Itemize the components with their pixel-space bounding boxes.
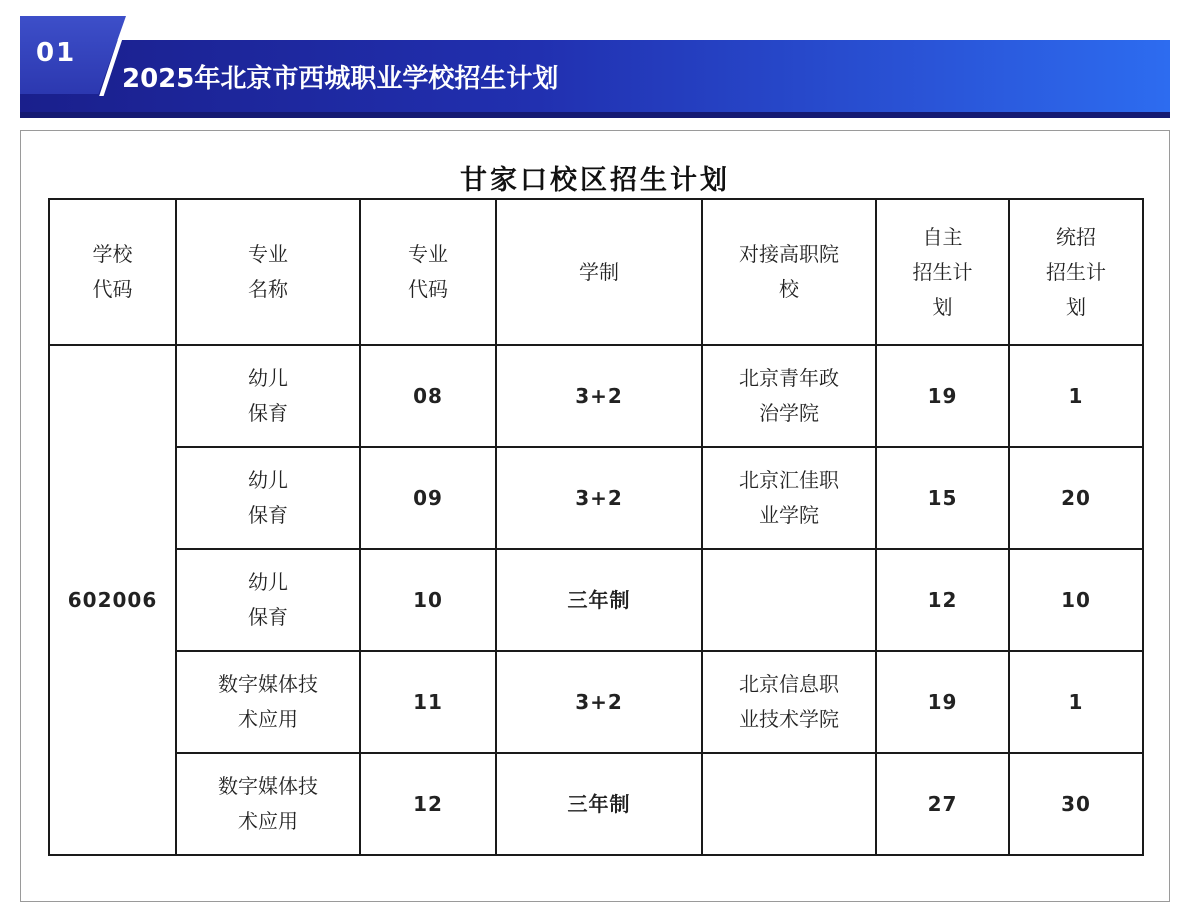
major-name-cell — [176, 447, 360, 549]
major-name-cell — [176, 549, 360, 651]
partner-college: 北京青年政 治学院 — [739, 366, 839, 425]
partner-college-cell — [702, 549, 876, 651]
table-title: 甘家口校区招生计划 — [460, 165, 730, 196]
table-row — [49, 447, 1143, 549]
school-system-cell: 三年制 — [496, 753, 702, 855]
partner-college-cell — [702, 651, 876, 753]
column-header-label: 对接高职院 校 — [739, 242, 839, 301]
partner-college-cell — [702, 753, 876, 855]
major-code-cell: 12 — [360, 753, 496, 855]
column-header-label: 学制 — [579, 259, 619, 284]
column-header-label: 自主 招生计 划 — [912, 224, 973, 319]
school-system-cell: 3+2 — [496, 345, 702, 447]
section-number: 01 — [36, 38, 77, 68]
column-header — [496, 199, 702, 345]
self-plan-cell: 27 — [876, 753, 1009, 855]
column-header — [876, 199, 1009, 345]
table-header-row — [49, 199, 1143, 345]
unified-plan-cell: 1 — [1009, 651, 1143, 753]
column-header — [1009, 199, 1143, 345]
self-plan-cell: 19 — [876, 651, 1009, 753]
major-name: 数字媒体技 术应用 — [218, 672, 318, 731]
column-header — [702, 199, 876, 345]
self-plan-cell: 19 — [876, 345, 1009, 447]
major-name: 幼儿 保育 — [248, 366, 288, 425]
column-header — [360, 199, 496, 345]
table-row — [49, 651, 1143, 753]
major-name-cell — [176, 345, 360, 447]
school-code-cell: 602006 — [49, 345, 176, 855]
major-name: 数字媒体技 术应用 — [218, 774, 318, 833]
major-name-cell — [176, 753, 360, 855]
unified-plan-cell: 1 — [1009, 345, 1143, 447]
table-row — [49, 345, 1143, 447]
major-name: 幼儿 保育 — [248, 468, 288, 527]
column-header-label: 专业 名称 — [248, 242, 288, 301]
unified-plan-cell: 20 — [1009, 447, 1143, 549]
self-plan-cell: 12 — [876, 549, 1009, 651]
partner-college: 北京汇佳职 业学院 — [739, 468, 839, 527]
column-header — [49, 199, 176, 345]
partner-college-cell — [702, 345, 876, 447]
column-header-label: 统招 招生计 划 — [1046, 224, 1106, 319]
unified-plan-cell: 30 — [1009, 753, 1143, 855]
enrollment-plan-table — [48, 198, 1144, 856]
school-system-cell: 3+2 — [496, 651, 702, 753]
column-header-label: 学校 代码 — [92, 242, 133, 301]
school-system-cell: 3+2 — [496, 447, 702, 549]
major-name: 幼儿 保育 — [248, 570, 288, 629]
major-name-cell — [176, 651, 360, 753]
header-banner-shadow — [20, 112, 1170, 118]
major-code-cell: 09 — [360, 447, 496, 549]
page-title: 2025年北京市西城职业学校招生计划 — [122, 64, 559, 94]
partner-college-cell — [702, 447, 876, 549]
self-plan-cell: 15 — [876, 447, 1009, 549]
column-header — [176, 199, 360, 345]
unified-plan-cell: 10 — [1009, 549, 1143, 651]
column-header-label: 专业 代码 — [408, 242, 448, 301]
table-row — [49, 753, 1143, 855]
table-row — [49, 549, 1143, 651]
partner-college: 北京信息职 业技术学院 — [739, 672, 839, 731]
major-code-cell: 10 — [360, 549, 496, 651]
school-system-cell: 三年制 — [496, 549, 702, 651]
major-code-cell: 08 — [360, 345, 496, 447]
major-code-cell: 11 — [360, 651, 496, 753]
